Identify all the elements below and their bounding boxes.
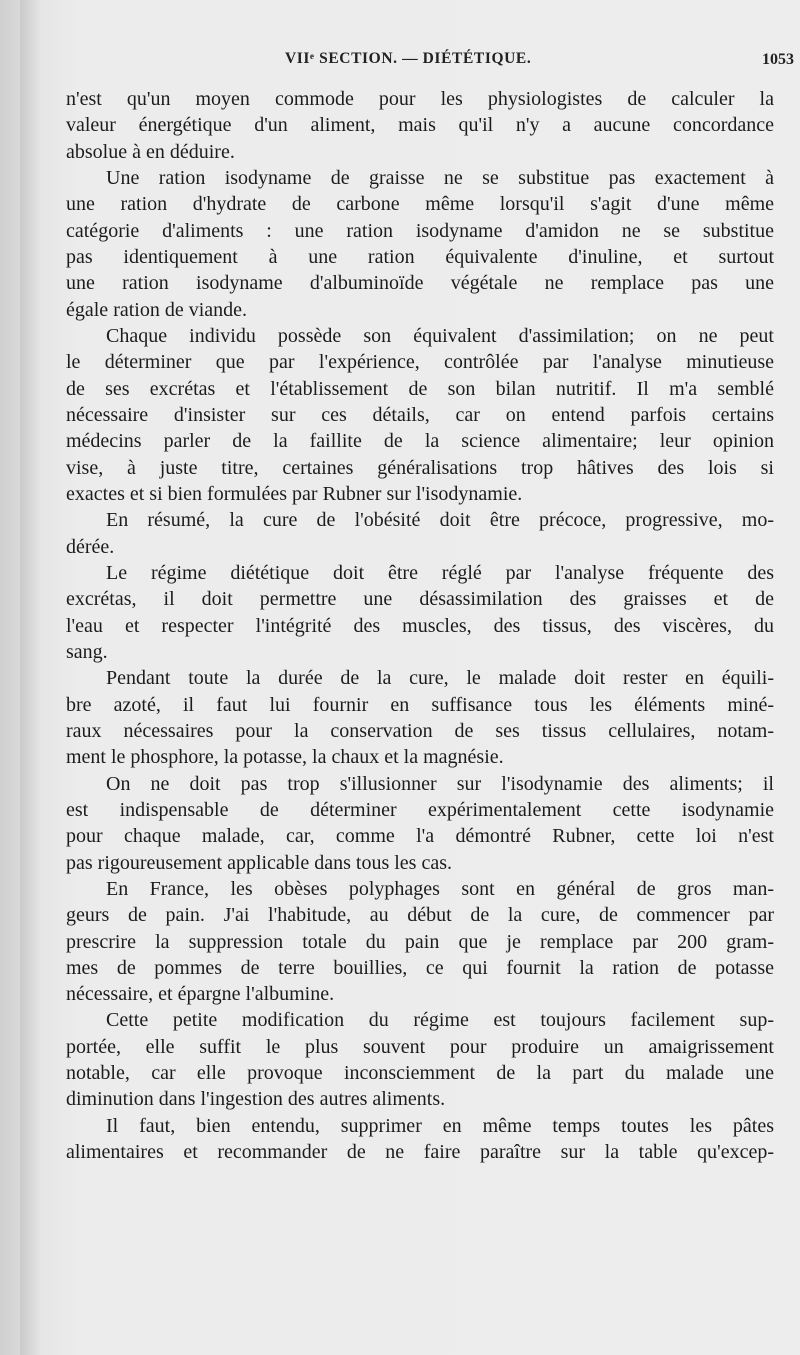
text-line: Cette petite modification du régime est toujours facilement sup- [106, 1009, 774, 1032]
text-line: une ration d'hydrate de carbone même lorsqu'il s'agit d'une même [66, 193, 774, 216]
text-line: alimentaires et recommander de ne faire paraître sur la table qu'excep- [66, 1141, 774, 1164]
text-line: Pendant toute la durée de la cure, le malade doit rester en équili- [106, 667, 774, 690]
text-line: de ses excrétas et l'établissement de son bilan nutritif. Il m'a semblé [66, 377, 774, 400]
text-line: geurs de pain. J'ai l'habitude, au début de la cure, de commencer par [66, 904, 774, 927]
paragraph [66, 876, 774, 1008]
text-line: En résumé, la cure de l'obésité doit être précoce, progressive, mo- [106, 509, 774, 532]
paragraph [66, 771, 774, 876]
text-line: pour chaque malade, car, comme l'a démontré Rubner, cette loi n'est [66, 825, 774, 848]
text-line: Il faut, bien entendu, supprimer en même temps toutes les pâtes [106, 1114, 774, 1137]
text-line: dérée. [66, 535, 115, 558]
text-line: vise, à juste titre, certaines généralisations trop hâtives des lois si [66, 456, 774, 479]
text-line: n'est qu'un moyen commode pour les physiologistes de calculer la [66, 88, 774, 110]
text-line: raux nécessaires pour la conservation de ses tissus cellulaires, notam- [66, 719, 774, 742]
paragraph [66, 665, 774, 770]
running-head: VIIᵉ SECTION. — DIÉTÉTIQUE. [285, 50, 532, 67]
text-line: est indispensable de déterminer expérimentalement cette isodynamie [66, 798, 774, 821]
page-gutter-shadow [0, 0, 20, 1355]
page-number: 1053 [762, 51, 794, 68]
text-line: nécessaire d'insister sur ces détails, car on entend parfois certains [66, 403, 774, 426]
text-line: mes de pommes de terre bouillies, ce qui fournit la ration de potasse [66, 956, 774, 979]
paragraph [66, 323, 774, 507]
text-line: On ne doit pas trop s'illusionner sur l'isodynamie des aliments; il [106, 772, 774, 795]
paragraph [66, 86, 774, 165]
text-line: ment le phosphore, la potasse, la chaux et la magnésie. [66, 746, 504, 769]
text-line: En France, les obèses polyphages sont en général de gros man- [106, 877, 774, 900]
text-line: Une ration isodyname de graisse ne se substitue pas exactement à [106, 166, 774, 189]
paragraph [66, 165, 774, 323]
text-line: Chaque individu possède son équivalent d'assimilation; on ne peut [106, 324, 774, 347]
text-line: valeur énergétique d'un aliment, mais qu'il n'y a aucune concordance [66, 114, 774, 137]
paragraph [66, 1007, 774, 1112]
text-line: une ration isodyname d'albuminoïde végétale ne remplace pas une [66, 272, 774, 295]
text-line: égale ration de viande. [66, 298, 248, 321]
paragraph [66, 1113, 774, 1166]
text-line: prescrire la suppression totale du pain que je remplace par 200 gram- [66, 930, 774, 953]
text-line: notable, car elle provoque inconsciemment de la part du malade une [66, 1062, 774, 1085]
text-line: pas rigoureusement applicable dans tous les cas. [66, 851, 452, 874]
text-line: portée, elle suffit le plus souvent pour produire un amaigrissement [66, 1035, 774, 1058]
page-header [20, 50, 800, 74]
text-line: médecins parler de la faillite de la science alimentaire; leur opinion [66, 430, 774, 453]
text-line: excrétas, il doit permettre une désassimilation des graisses et de [66, 588, 774, 611]
text-line: bre azoté, il faut lui fournir en suffisance tous les éléments miné- [66, 693, 774, 716]
text-line: pas identiquement à une ration équivalente d'inuline, et surtout [66, 245, 774, 268]
text-line: diminution dans l'ingestion des autres aliments. [66, 1088, 446, 1111]
text-line: Le régime diététique doit être réglé par l'analyse fréquente des [106, 561, 774, 584]
text-line: catégorie d'aliments : une ration isodyname d'amidon ne se substitue [66, 219, 774, 242]
book-page [20, 0, 800, 1355]
text-line: nécessaire, et épargne l'albumine. [66, 983, 335, 1006]
paragraph [66, 507, 774, 560]
paragraph [66, 560, 774, 665]
text-line: absolue à en déduire. [66, 140, 235, 163]
body-text [66, 86, 774, 1165]
text-line: l'eau et respecter l'intégrité des muscles, des tissus, des viscères, du [66, 614, 774, 637]
text-line: le déterminer que par l'expérience, contrôlée par l'analyse minutieuse [66, 351, 774, 374]
text-line: sang. [66, 640, 108, 663]
text-line: exactes et si bien formulées par Rubner sur l'isodynamie. [66, 482, 523, 505]
